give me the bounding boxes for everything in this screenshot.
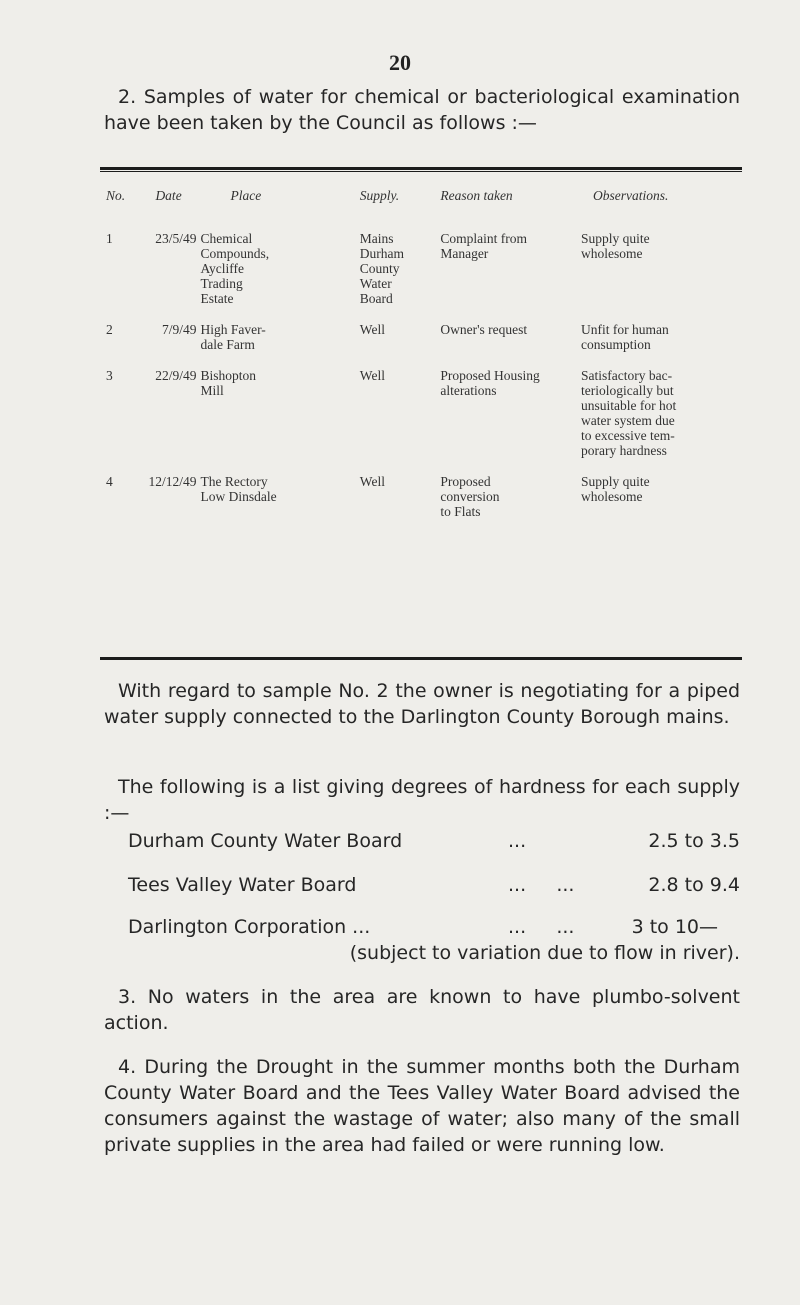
header-reason: Reason taken: [440, 188, 513, 203]
table-row: [100, 231, 742, 322]
hardness-intro: The following is a list giving degrees of hardness for each supply :—: [104, 776, 740, 824]
cell-supply: Well: [359, 474, 385, 489]
table-header-row: [100, 188, 742, 231]
header-place: Place: [230, 188, 262, 203]
header-supply: Supply.: [359, 188, 400, 203]
cell-no: 2: [106, 322, 113, 337]
table-row: [100, 474, 742, 535]
table-row: [100, 322, 742, 368]
samples-table: [100, 188, 742, 535]
cell-no: 4: [106, 474, 113, 489]
cell-place: Bishopton Mill: [200, 368, 256, 398]
cell-date: 23/5/49: [155, 231, 197, 246]
hardness-supply: Tees Valley Water Board: [128, 874, 357, 896]
hardness-supply: Darlington Corporation ...: [128, 916, 371, 938]
paragraph-4: 4. During the Drought in the summer months both the Durham County Water Board and the Tees Valley Water Board advised the consumers against the wastage of water; also many of the small private supplies in the area had failed or were running low.: [104, 1056, 740, 1156]
hardness-supply: Durham County Water Board: [128, 830, 403, 852]
hardness-leader: ... ...: [508, 874, 575, 896]
hardness-leader: ...: [508, 830, 527, 852]
cell-date: 12/12/49: [148, 474, 197, 489]
header-date: Date: [155, 188, 182, 203]
hardness-row: [128, 914, 740, 940]
cell-place: Chemical Compounds, Aycliffe Trading Estate: [200, 231, 270, 306]
table-bottom-rule: [100, 657, 742, 660]
cell-place: High Faver- dale Farm: [200, 322, 266, 352]
cell-no: 1: [106, 231, 113, 246]
cell-reason: Proposed conversion to Flats: [440, 474, 500, 519]
table-row: [100, 368, 742, 474]
page-number: 20: [389, 50, 411, 75]
samples-intro: 2. Samples of water for chemical or bacteriological examination have been taken by the Council as follows :—: [104, 86, 740, 134]
hardness-value: 3 to 10—: [631, 916, 718, 938]
cell-supply: Well: [359, 368, 385, 383]
hardness-value: 2.5 to 3.5: [648, 830, 740, 852]
hardness-row: [128, 872, 740, 898]
cell-date: 22/9/49: [155, 368, 197, 383]
cell-no: 3: [106, 368, 113, 383]
cell-reason: Proposed Housing alterations: [440, 368, 540, 398]
header-observations: Observations.: [593, 188, 669, 203]
table-top-rule-thin: [100, 171, 742, 172]
table-top-rule: [100, 167, 742, 170]
sample2-note: With regard to sample No. 2 the owner is negotiating for a piped water supply connected to the Darlington County Borough mains.: [104, 680, 740, 728]
cell-reason: Owner's request: [440, 322, 528, 337]
cell-observations: Supply quite wholesome: [581, 231, 650, 261]
header-no: No.: [106, 188, 126, 203]
hardness-note: (subject to variation due to flow in river).: [349, 942, 740, 964]
cell-supply: Well: [359, 322, 385, 337]
cell-observations: Supply quite wholesome: [581, 474, 650, 504]
cell-date: 7/9/49: [161, 322, 197, 337]
cell-observations: Unfit for human consumption: [581, 322, 669, 352]
cell-observations: Satisfactory bac- teriologically but unsuitable for hot water system due to excessive tem- porary hardness: [581, 368, 677, 458]
cell-supply: Mains Durham County Water Board: [359, 231, 405, 306]
hardness-leader: ... ...: [508, 916, 575, 938]
paragraph-3: 3. No waters in the area are known to have plumbo-solvent action.: [104, 986, 740, 1034]
cell-reason: Complaint from Manager: [440, 231, 527, 261]
hardness-row: [128, 828, 740, 854]
cell-place: The Rectory Low Dinsdale: [200, 474, 277, 504]
hardness-value: 2.8 to 9.4: [648, 874, 740, 896]
